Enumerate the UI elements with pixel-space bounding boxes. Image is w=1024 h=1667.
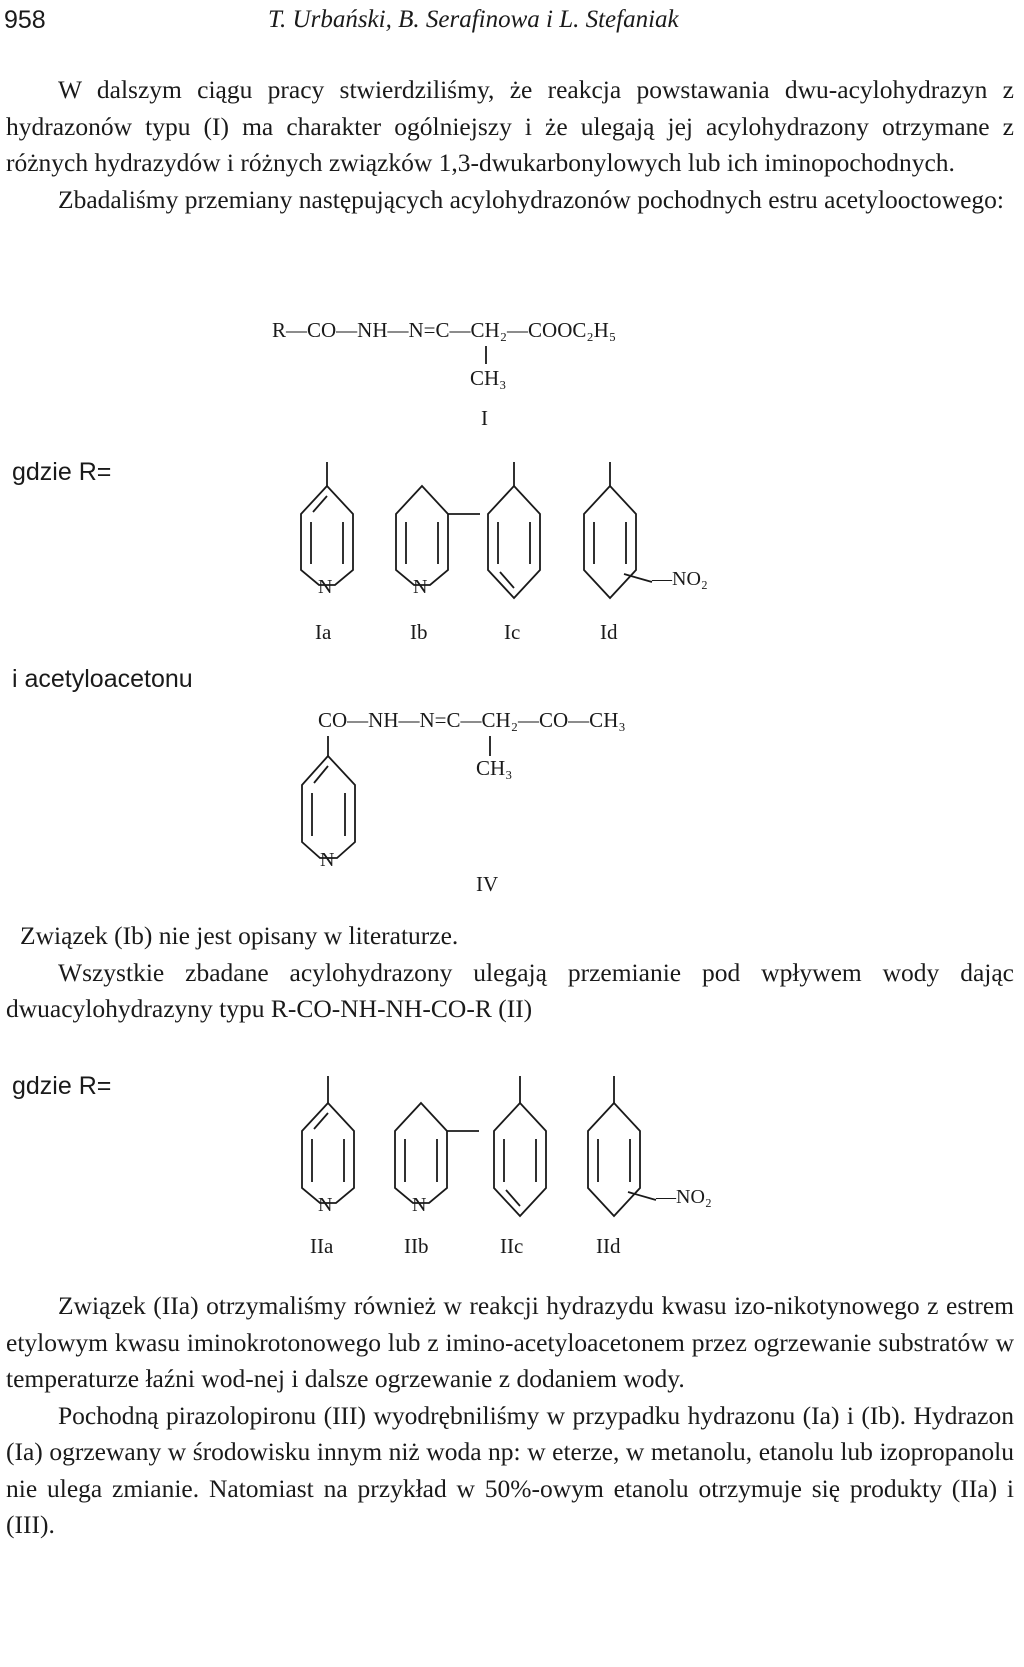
gdzie-r-label-2: gdzie R= <box>12 1072 112 1100</box>
ring-Ia-n-atom: N <box>318 576 333 598</box>
label-IIb: IIb <box>404 1234 429 1258</box>
acetyloacetone-label: i acetyloacetonu <box>12 665 193 693</box>
formula-I-main: R—CO—NH—N=C—CH₂—COOC₂H₅ <box>272 318 617 342</box>
ring-IIa-n-atom: N <box>318 1194 333 1216</box>
label-IIa: IIa <box>310 1234 334 1258</box>
formula-IV-label: IV <box>476 872 499 896</box>
ring-IIc <box>494 1076 546 1216</box>
ring-Ib-n-atom: N <box>413 576 428 598</box>
label-Ia: Ia <box>315 620 332 644</box>
running-header: T. Urbański, B. Serafinowa i L. Stefaniak <box>268 6 679 33</box>
paragraph-6: Pochodną pirazolopironu (III) wyodrębniliśmy w przypadku hydrazonu (Ia) i (Ib). Hydrazon (Ia) ogrzewany w środowisku innym niż woda np: w eterze, w metanolu, etanolu lub izopropanolu nie ulega zmianie. Natomiast na przykład w 50%-owym etanolu otrzymuje się produkty (IIa) i (III). <box>6 1400 1014 1539</box>
formula-I-label: I <box>481 406 488 430</box>
paragraph-3: Związek (Ib) nie jest opisany w literaturze. <box>20 921 459 950</box>
formula-IV-n-atom: N <box>320 849 335 871</box>
formula-IV-branch: CH₃ <box>476 756 513 780</box>
label-Id: Id <box>600 620 618 644</box>
ring-IId <box>588 1076 656 1216</box>
ring-IId-no2: —NO₂ <box>656 1186 712 1208</box>
paragraph-2: Zbadaliśmy przemiany następujących acylohydrazonów pochodnych estru acetylooctowego: <box>58 184 1005 214</box>
paragraph-5: Związek (IIa) otrzymaliśmy również w reakcji hydrazydu kwasu izo-nikotynowego z estrem etylowym kwasu iminokrotonowego lub z imino-acetyloacetonem przez ogrzewanie substratów w temperaturze łaźni wod-nej i dalsze ogrzewanie z dodaniem wody. <box>6 1291 1014 1393</box>
gdzie-r-label-1: gdzie R= <box>12 458 112 486</box>
label-IId: IId <box>596 1234 621 1258</box>
ring-IIb <box>395 1103 479 1203</box>
label-IIc: IIc <box>500 1234 524 1258</box>
page-number: 958 <box>4 6 46 34</box>
label-Ic: Ic <box>504 620 521 644</box>
ring-IIb-n-atom: N <box>412 1194 427 1216</box>
formula-I-branch: CH₃ <box>470 366 507 390</box>
formula-IV-main: CO—NH—N=C—CH₂—CO—CH₃ <box>318 708 626 732</box>
ring-Id-no2: —NO₂ <box>652 568 708 590</box>
label-Ib: Ib <box>410 620 428 644</box>
closing-text <box>6 1288 1014 1544</box>
paragraph-1: W dalszym ciągu pracy stwierdziliśmy, że reakcja powstawania dwu-acylohydrazyn z hydrazonów typu (I) ma charakter ogólniejszy i że ulegają jej acylohydrazony otrzymane z różnych hydrazydów i różnych związków 1,3-dwukarbonylowych lub ich iminopochodnych. <box>6 75 1014 177</box>
paragraph-4: Wszystkie zbadane acylohydrazony ulegają przemianie pod wpływem wody dając dwuacylohydrazyny typu R-CO-NH-NH-CO-R (II) <box>6 957 1014 1023</box>
ring-IIa <box>302 1076 354 1203</box>
